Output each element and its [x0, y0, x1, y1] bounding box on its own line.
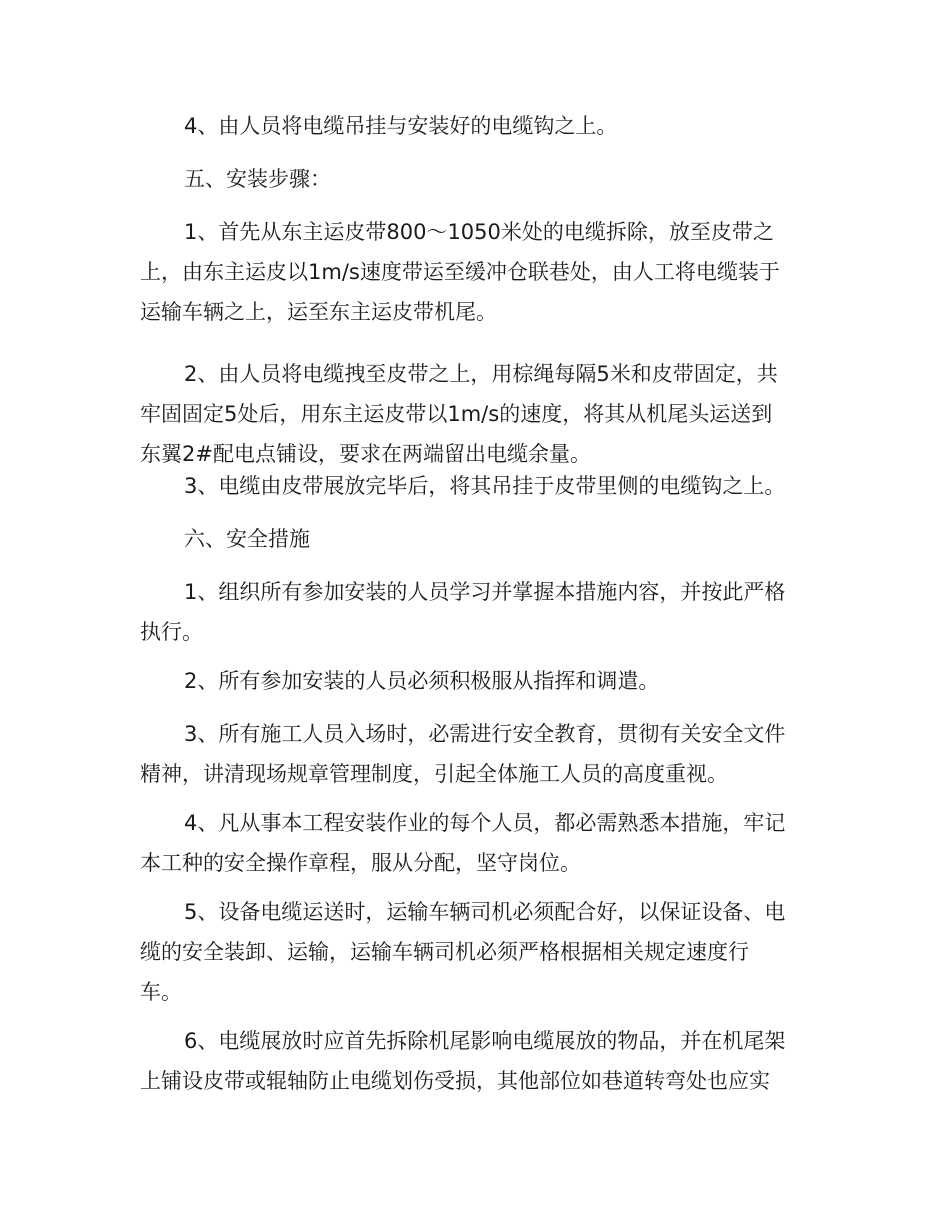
text-line: 运输车辆之上，运至东主运皮带机尾。 — [140, 300, 497, 324]
section-heading-installation-steps — [140, 159, 810, 199]
text-line: 1、组织所有参加安装的人员学习并掌握本措施内容，并按此严格 — [184, 580, 786, 604]
text-line: 6、电缆展放时应首先拆除机尾影响电缆展放的物品，并在机尾架 — [184, 1029, 786, 1053]
text-line: 1、首先从东主运皮带800～1050米处的电缆拆除，放至皮带之 — [184, 220, 774, 244]
text-line: 东翼2#配电点铺设，要求在两端留出电缆余量。 — [140, 442, 591, 466]
text-line: 2、所有参加安装的人员必须积极服从指挥和调遣。 — [184, 669, 660, 693]
text-line: 六、安全措施 — [184, 527, 310, 551]
text-line: 车。 — [140, 980, 182, 1004]
text-line: 4、凡从事本工程安装作业的每个人员，都必需熟悉本措施，牢记 — [184, 811, 786, 835]
paragraph-safety-4 — [140, 803, 810, 883]
paragraph-safety-3 — [140, 714, 810, 794]
text-line: 五、安装步骤： — [184, 167, 331, 191]
paragraph-safety-2 — [140, 661, 810, 701]
text-line: 上铺设皮带或辊轴防止电缆划伤受损，其他部位如巷道转弯处也应实 — [140, 1069, 770, 1093]
text-line: 3、电缆由皮带展放完毕后，将其吊挂于皮带里侧的电缆钩之上。 — [184, 474, 786, 498]
paragraph-step-2 — [140, 354, 810, 474]
text-line: 4、由人员将电缆吊挂与安装好的电缆钩之上。 — [184, 114, 618, 138]
text-line: 上，由东主运皮以1m/s速度带运至缓冲仓联巷处，由人工将电缆装于 — [140, 260, 780, 284]
text-line: 3、所有施工人员入场时，必需进行安全教育，贯彻有关安全文件 — [184, 722, 786, 746]
paragraph-safety-1 — [140, 572, 810, 652]
text-line: 精神，讲清现场规章管理制度，引起全体施工人员的高度重视。 — [140, 762, 728, 786]
text-line: 本工种的安全操作章程，服从分配，坚守岗位。 — [140, 851, 581, 875]
text-line: 2、由人员将电缆拽至皮带之上，用棕绳每隔5米和皮带固定，共 — [184, 362, 778, 386]
text-line: 5、设备电缆运送时，运输车辆司机必须配合好，以保证设备、电 — [184, 900, 786, 924]
paragraph-item-4-hanging — [140, 106, 810, 146]
text-line: 执行。 — [140, 620, 203, 644]
section-heading-safety-measures — [140, 519, 810, 559]
paragraph-step-1 — [140, 212, 810, 332]
text-line: 牢固固定5处后，用东主运皮带以1m/s的速度，将其从机尾头运送到 — [140, 402, 773, 426]
paragraph-safety-5 — [140, 892, 810, 1012]
paragraph-safety-6 — [140, 1021, 810, 1101]
text-line: 缆的安全装卸、运输，运输车辆司机必须严格根据相关规定速度行 — [140, 940, 749, 964]
paragraph-step-3 — [140, 466, 810, 506]
